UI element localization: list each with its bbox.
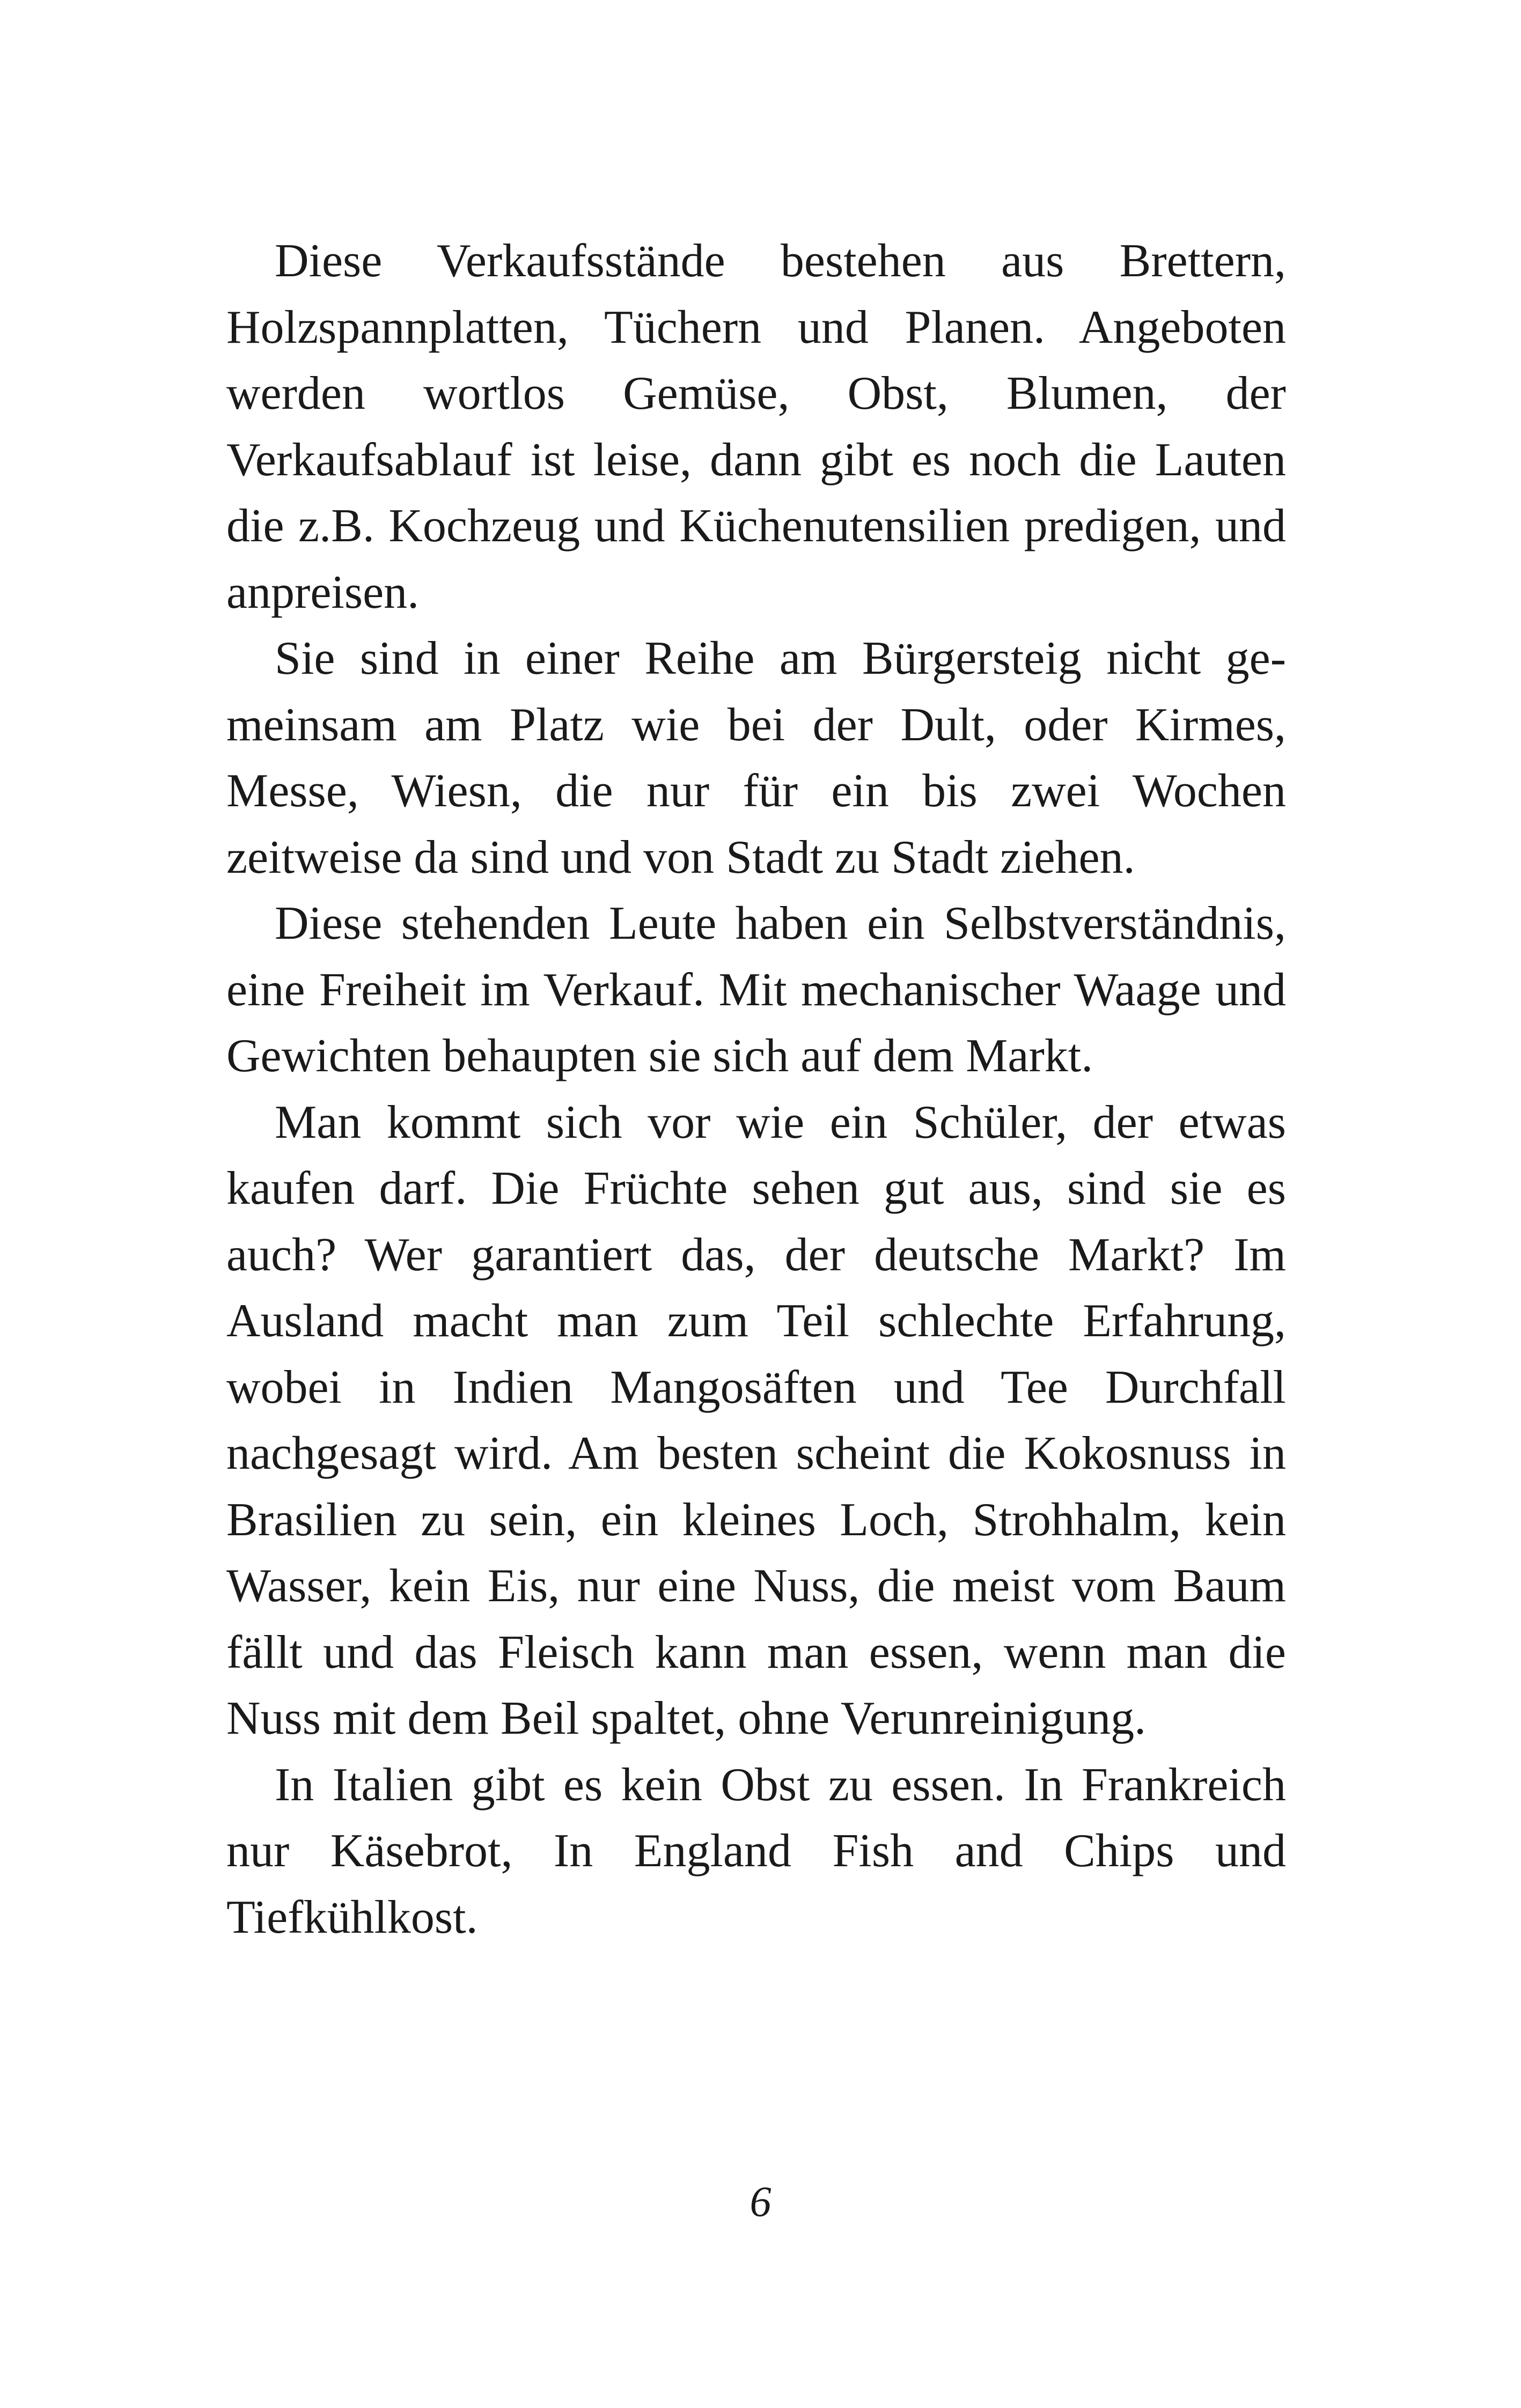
page-number: 6 <box>750 2178 771 2226</box>
body-text <box>226 228 1286 1950</box>
paragraph-vendors: Diese stehenden Leute haben ein Selbstverständnis, eine Freiheit im Verkauf. Mit mechanischer Waage und Gewichten behaupten sie sich auf dem Markt. <box>226 897 1286 1082</box>
paragraph-sidewalk-row: Sie sind in einer Reihe am Bürgersteig nicht gemeinsam am Platz wie bei der Dult, oder Kirmes, Messe, Wiesn, die nur für ein bis zwei Wochen zeitweise da sind und von Stadt zu Stadt ziehen. <box>226 632 1286 883</box>
paragraph-fruit-quality: Man kommt sich vor wie ein Schüler, der etwas kaufen darf. Die Früchte sehen gut aus, sind sie es auch? Wer garantiert das, der deutsche Markt? Im Ausland macht man zum Teil schlechte Erfahrung, wobei in Indien Mangosäften und Tee Durchfall nachgesagt wird. Am besten scheint die Kokosnuss in Brasilien zu sein, ein kleines Loch, Strohhalm, kein Wasser, kein Eis, nur eine Nuss, die meist vom Baum fällt und das Fleisch kann man essen, wenn man die Nuss mit dem Beil spaltet, ohne Verunreinigung. <box>226 1096 1286 1744</box>
paragraph-foreign-food: In Italien gibt es kein Obst zu essen. In Frankreich nur Käsebrot, In England Fish and Chips und Tiefkühlkost. <box>226 1758 1286 1943</box>
paragraph-market-stalls: Diese Verkaufsstände bestehen aus Brettern, Holzspannplatten, Tüchern und Planen. Angeboten werden wortlos Gemüse, Obst, Blumen, der Verkaufsablauf ist leise, dann gibt es noch die Lauten die z.B. Kochzeug und Küchenutensilien predigen, und anpreisen. <box>226 235 1286 618</box>
